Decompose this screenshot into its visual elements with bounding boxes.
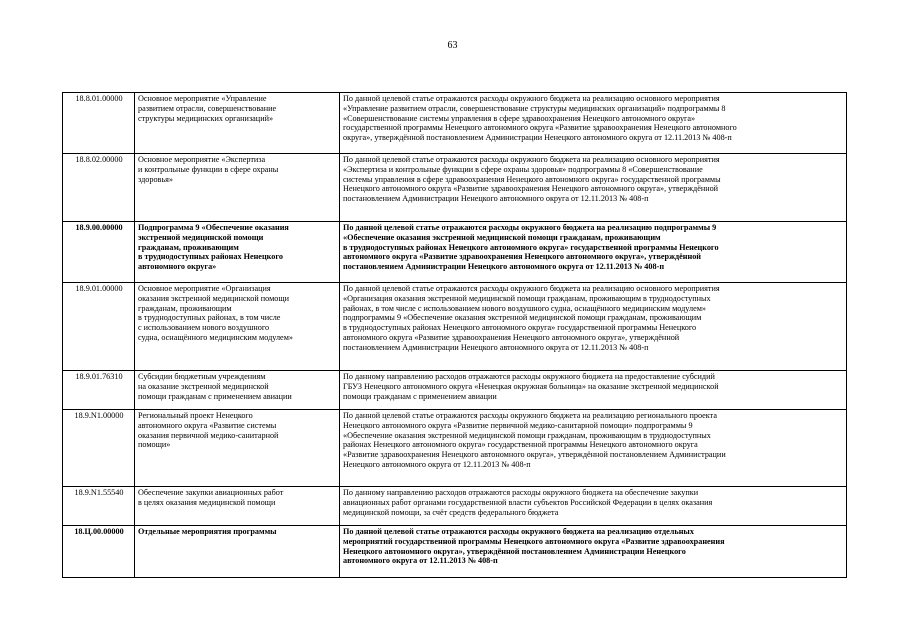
table-row xyxy=(63,93,847,154)
target-article-name: Основное мероприятие «Организация оказания экстренной медицинской помощи гражданам, проживающим в труднодоступных районах, в том числе с использованием нового воздушного судна, оснащённого медицинским модулем» xyxy=(135,283,340,371)
target-article-name: Подпрограмма 9 «Обеспечение оказания экстренной медицинской помощи гражданам, проживающим в труднодоступных районах Ненецкого автономного округа» xyxy=(135,222,340,283)
target-article-name: Основное мероприятие «Экспертиза и контрольные функции в сфере охраны здоровья» xyxy=(135,154,340,222)
table-row xyxy=(63,222,847,283)
target-article-code: 18.9.N1.55540 xyxy=(63,487,135,526)
target-article-description: По данному направлению расходов отражаются расходы окружного бюджета на обеспечение закупки авиационных работ органами государственной власти субъектов Российской Федерации в целях оказания медицинской помощи, за счёт средств федерального бюджета xyxy=(340,487,847,526)
target-article-name: Основное мероприятие «Управление развитием отрасли, совершенствование структуры медицинских организаций» xyxy=(135,93,340,154)
target-article-code: 18.9.01.00000 xyxy=(63,283,135,371)
target-article-code: 18.Ц.00.00000 xyxy=(63,526,135,578)
target-article-name: Субсидии бюджетным учреждениям на оказание экстренной медицинской помощи гражданам с применением авиации xyxy=(135,371,340,410)
target-article-description: По данной целевой статье отражаются расходы окружного бюджета на реализацию отдельных мероприятий государственной программы Ненецкого автономного округа «Развитие здравоохранения Ненецкого автономного округа», утверждённой постановлением Администрации Ненецкого автономного округа от 12.11.2013 № 408-п xyxy=(340,526,847,578)
target-article-description: По данной целевой статье отражаются расходы окружного бюджета на реализацию основного мероприятия «Управление развитием отрасли, совершенствование структуры медицинских организаций» подпрограммы 8 «Совершенствование системы управления в сфере здравоохранения Ненецкого автономного округа» государственной программы Ненецкого автономного округа «Развитие здравоохранения Ненецкого автономного округа», утверждённой постановлением Администрации Ненецкого автономного округа от 12.11.2013 № 408-п xyxy=(340,93,847,154)
target-article-name: Отдельные мероприятия программы xyxy=(135,526,340,578)
target-article-code: 18.8.01.00000 xyxy=(63,93,135,154)
table-row xyxy=(63,487,847,526)
target-article-code: 18.9.01.76310 xyxy=(63,371,135,410)
target-article-description: По данной целевой статье отражаются расходы окружного бюджета на реализацию основного мероприятия «Организация оказания экстренной медицинской помощи гражданам, проживающим в труднодоступных районах, в том числе с использованием нового воздушного судна, оснащённого медицинским модулем» подпрограммы 9 «Обеспечение оказания экстренной медицинской помощи гражданам, проживающим в труднодоступных районах Ненецкого автономного округа» государственной программы Ненецкого автономного округа «Развитие здравоохранения Ненецкого автономного округа», утверждённой постановлением Администрации Ненецкого автономного округа от 12.11.2013 № 408-п xyxy=(340,283,847,371)
target-article-description: По данной целевой статье отражаются расходы окружного бюджета на реализацию основного мероприятия «Экспертиза и контрольные функции в сфере охраны здоровья» подпрограммы 8 «Совершенствование системы управления в сфере здравоохранения Ненецкого автономного округа» государственной программы Ненецкого автономного округа «Развитие здравоохранения Ненецкого автономного округа», утверждённой постановлением Администрации Ненецкого автономного округа от 12.11.2013 № 408-п xyxy=(340,154,847,222)
target-article-description: По данной целевой статье отражаются расходы окружного бюджета на реализацию регионального проекта Ненецкого автономного округа «Развитие первичной медико-санитарной помощи» подпрограммы 9 «Обеспечение оказания экстренной медицинской помощи гражданам, проживающим в труднодоступных районах Ненецкого автономного округа» государственной программы Ненецкого автономного округа «Развитие здравоохранения Ненецкого автономного округа», утверждённой постановлением Администрации Ненецкого автономного округа от 12.11.2013 № 408-п xyxy=(340,410,847,487)
target-article-name: Региональный проект Ненецкого автономного округа «Развитие системы оказания первичной медико-санитарной помощи» xyxy=(135,410,340,487)
table-row xyxy=(63,371,847,410)
page-number: 63 xyxy=(447,40,458,51)
table-row xyxy=(63,526,847,578)
budget-classification-table xyxy=(62,92,847,578)
target-article-description: По данному направлению расходов отражаются расходы окружного бюджета на предоставление субсидий ГБУЗ Ненецкого автономного округа «Ненецкая окружная больница» на оказание экстренной медицинской помощи гражданам с применением авиации xyxy=(340,371,847,410)
target-article-code: 18.9.N1.00000 xyxy=(63,410,135,487)
target-article-code: 18.9.00.00000 xyxy=(63,222,135,283)
table-row xyxy=(63,283,847,371)
target-article-name: Обеспечение закупки авиационных работ в целях оказания медицинской помощи xyxy=(135,487,340,526)
table-row xyxy=(63,154,847,222)
target-article-description: По данной целевой статье отражаются расходы окружного бюджета на реализацию подпрограммы 9 «Обеспечение оказания экстренной медицинской помощи гражданам, проживающим в труднодоступных районах Ненецкого автономного округа» государственной программы Ненецкого автономного округа «Развитие здравоохранения Ненецкого автономного округа», утверждённой постановлением Администрации Ненецкого автономного округа от 12.11.2013 № 408-п xyxy=(340,222,847,283)
table-row xyxy=(63,410,847,487)
target-article-code: 18.8.02.00000 xyxy=(63,154,135,222)
